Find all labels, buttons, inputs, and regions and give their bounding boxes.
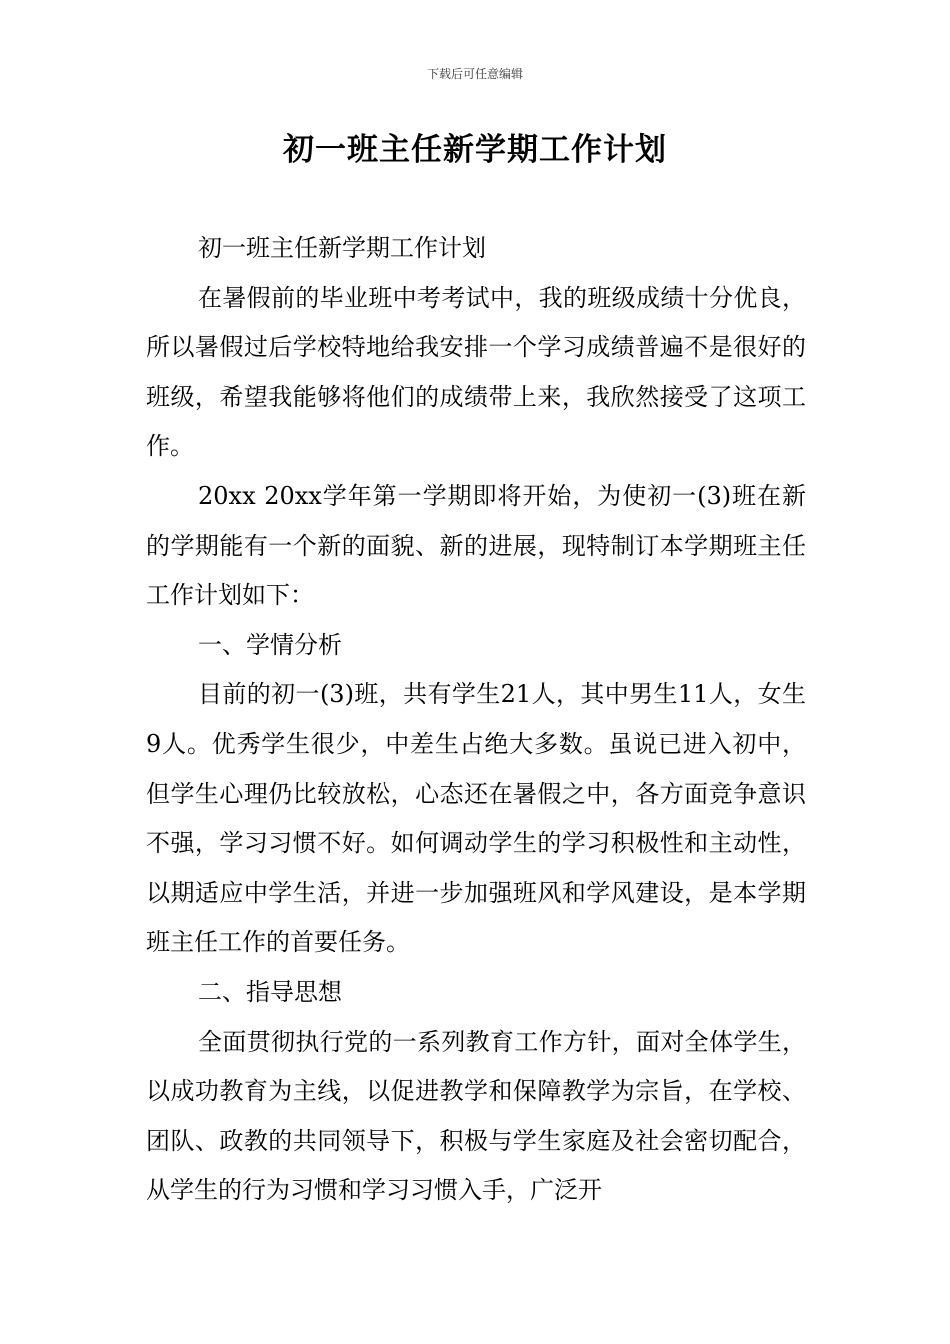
document-body bbox=[146, 224, 806, 1216]
paragraph-analysis: 目前的初一(3)班，共有学生21人，其中男生11人，女生9人。优秀学生很少，中差生占绝大多数。虽说已进入初中，但学生心理仍比较放松，心态还在暑假之中，各方面竞争意识不强，学习习惯不好。如何调动学生的学习积极性和主动性，以期适应中学生活，并进一步加强班风和学风建设，是本学期班主任工作的首要任务。 bbox=[146, 680, 806, 957]
paragraph-guiding-ideas: 全面贯彻执行党的一系列教育工作方针，面对全体学生，以成功教育为主线，以促进教学和保障教学为宗旨，在学校、团队、政教的共同领导下，积极与学生家庭及社会密切配合，从学生的行为习惯和学习习惯入手，广泛开 bbox=[146, 1027, 806, 1205]
header-note: 下载后可任意编辑 bbox=[426, 67, 523, 81]
paragraph-intro: 在暑假前的毕业班中考考试中，我的班级成绩十分优良，所以暑假过后学校特地给我安排一个学习成绩普遍不是很好的班级，希望我能够将他们的成绩带上来，我欣然接受了这项工作。 bbox=[146, 283, 806, 461]
paragraph-plan-statement: 20xx 20xx学年第一学期即将开始，为使初一(3)班在新的学期能有一个新的面貌、新的进展，现特制订本学期班主任工作计划如下： bbox=[146, 481, 806, 610]
document-title: 初一班主任新学期工作计划 bbox=[283, 132, 667, 168]
section-heading-analysis: 一、学情分析 bbox=[198, 630, 342, 659]
section-heading-guiding-ideas: 二、指导思想 bbox=[198, 977, 342, 1006]
paragraph-subtitle: 初一班主任新学期工作计划 bbox=[198, 234, 486, 262]
